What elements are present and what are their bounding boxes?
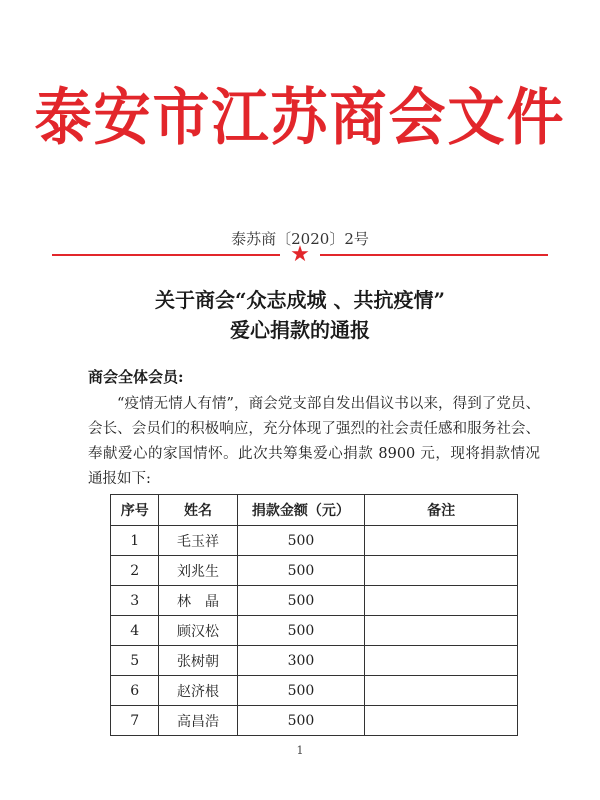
masthead-title: 泰安市江苏商会文件 [34, 81, 566, 154]
cell-name: 赵济根 [159, 676, 237, 706]
header-cell-number: 序号 [111, 495, 159, 526]
document-title-line1: 关于商会“众志成城 、共抗疫情” [155, 288, 445, 312]
cell-name: 刘兆生 [159, 556, 237, 586]
cell-name: 顾汉松 [159, 616, 237, 646]
cell-note [365, 586, 518, 616]
table-row [111, 616, 518, 646]
cell-amount: 300 [237, 646, 365, 676]
cell-amount: 500 [237, 526, 365, 556]
divider-line-right [320, 254, 548, 256]
cell-note [365, 706, 518, 736]
cell-amount: 500 [237, 616, 365, 646]
header-cell-name: 姓名 [159, 495, 237, 526]
divider-line-left [52, 254, 280, 256]
cell-note [365, 616, 518, 646]
donation-table [110, 494, 518, 736]
cell-name: 毛玉祥 [159, 526, 237, 556]
cell-amount: 500 [237, 586, 365, 616]
table-row [111, 706, 518, 736]
table-row [111, 526, 518, 556]
cell-number: 2 [111, 556, 159, 586]
cell-note [365, 646, 518, 676]
table-row [111, 646, 518, 676]
cell-name: 张树朝 [159, 646, 237, 676]
document-title-line2: 爱心捐款的通报 [230, 318, 370, 342]
star-icon: ★ [290, 242, 310, 267]
red-divider [52, 244, 548, 268]
cell-amount: 500 [237, 676, 365, 706]
table-row [111, 586, 518, 616]
table-row [111, 676, 518, 706]
cell-number: 7 [111, 706, 159, 736]
cell-number: 1 [111, 526, 159, 556]
page-number: 1 [296, 744, 304, 757]
cell-number: 6 [111, 676, 159, 706]
table-header-row [111, 495, 518, 526]
cell-number: 4 [111, 616, 159, 646]
cell-name: 高昌浩 [159, 706, 237, 736]
cell-amount: 500 [237, 706, 365, 736]
cell-amount: 500 [237, 556, 365, 586]
cell-number: 5 [111, 646, 159, 676]
document-number: 泰苏商〔2020〕2号 [231, 230, 369, 248]
cell-note [365, 676, 518, 706]
cell-number: 3 [111, 586, 159, 616]
cell-note [365, 556, 518, 586]
body-paragraph: “疫情无情人有情”，商会党支部自发出倡议书以来，得到了党员、会长、会员们的积极响应，充分体现了强烈的社会责任感和服务社会、奉献爱心的家国情怀。此次共筹集爱心捐款 8900 元，现将捐款情况通报如下: [88, 396, 540, 487]
cell-note [365, 526, 518, 556]
header-cell-note: 备注 [365, 495, 518, 526]
cell-name: 林 晶 [159, 586, 237, 616]
salutation: 商会全体会员: [88, 368, 184, 386]
header-cell-amount: 捐款金额（元） [237, 495, 365, 526]
table-row [111, 556, 518, 586]
